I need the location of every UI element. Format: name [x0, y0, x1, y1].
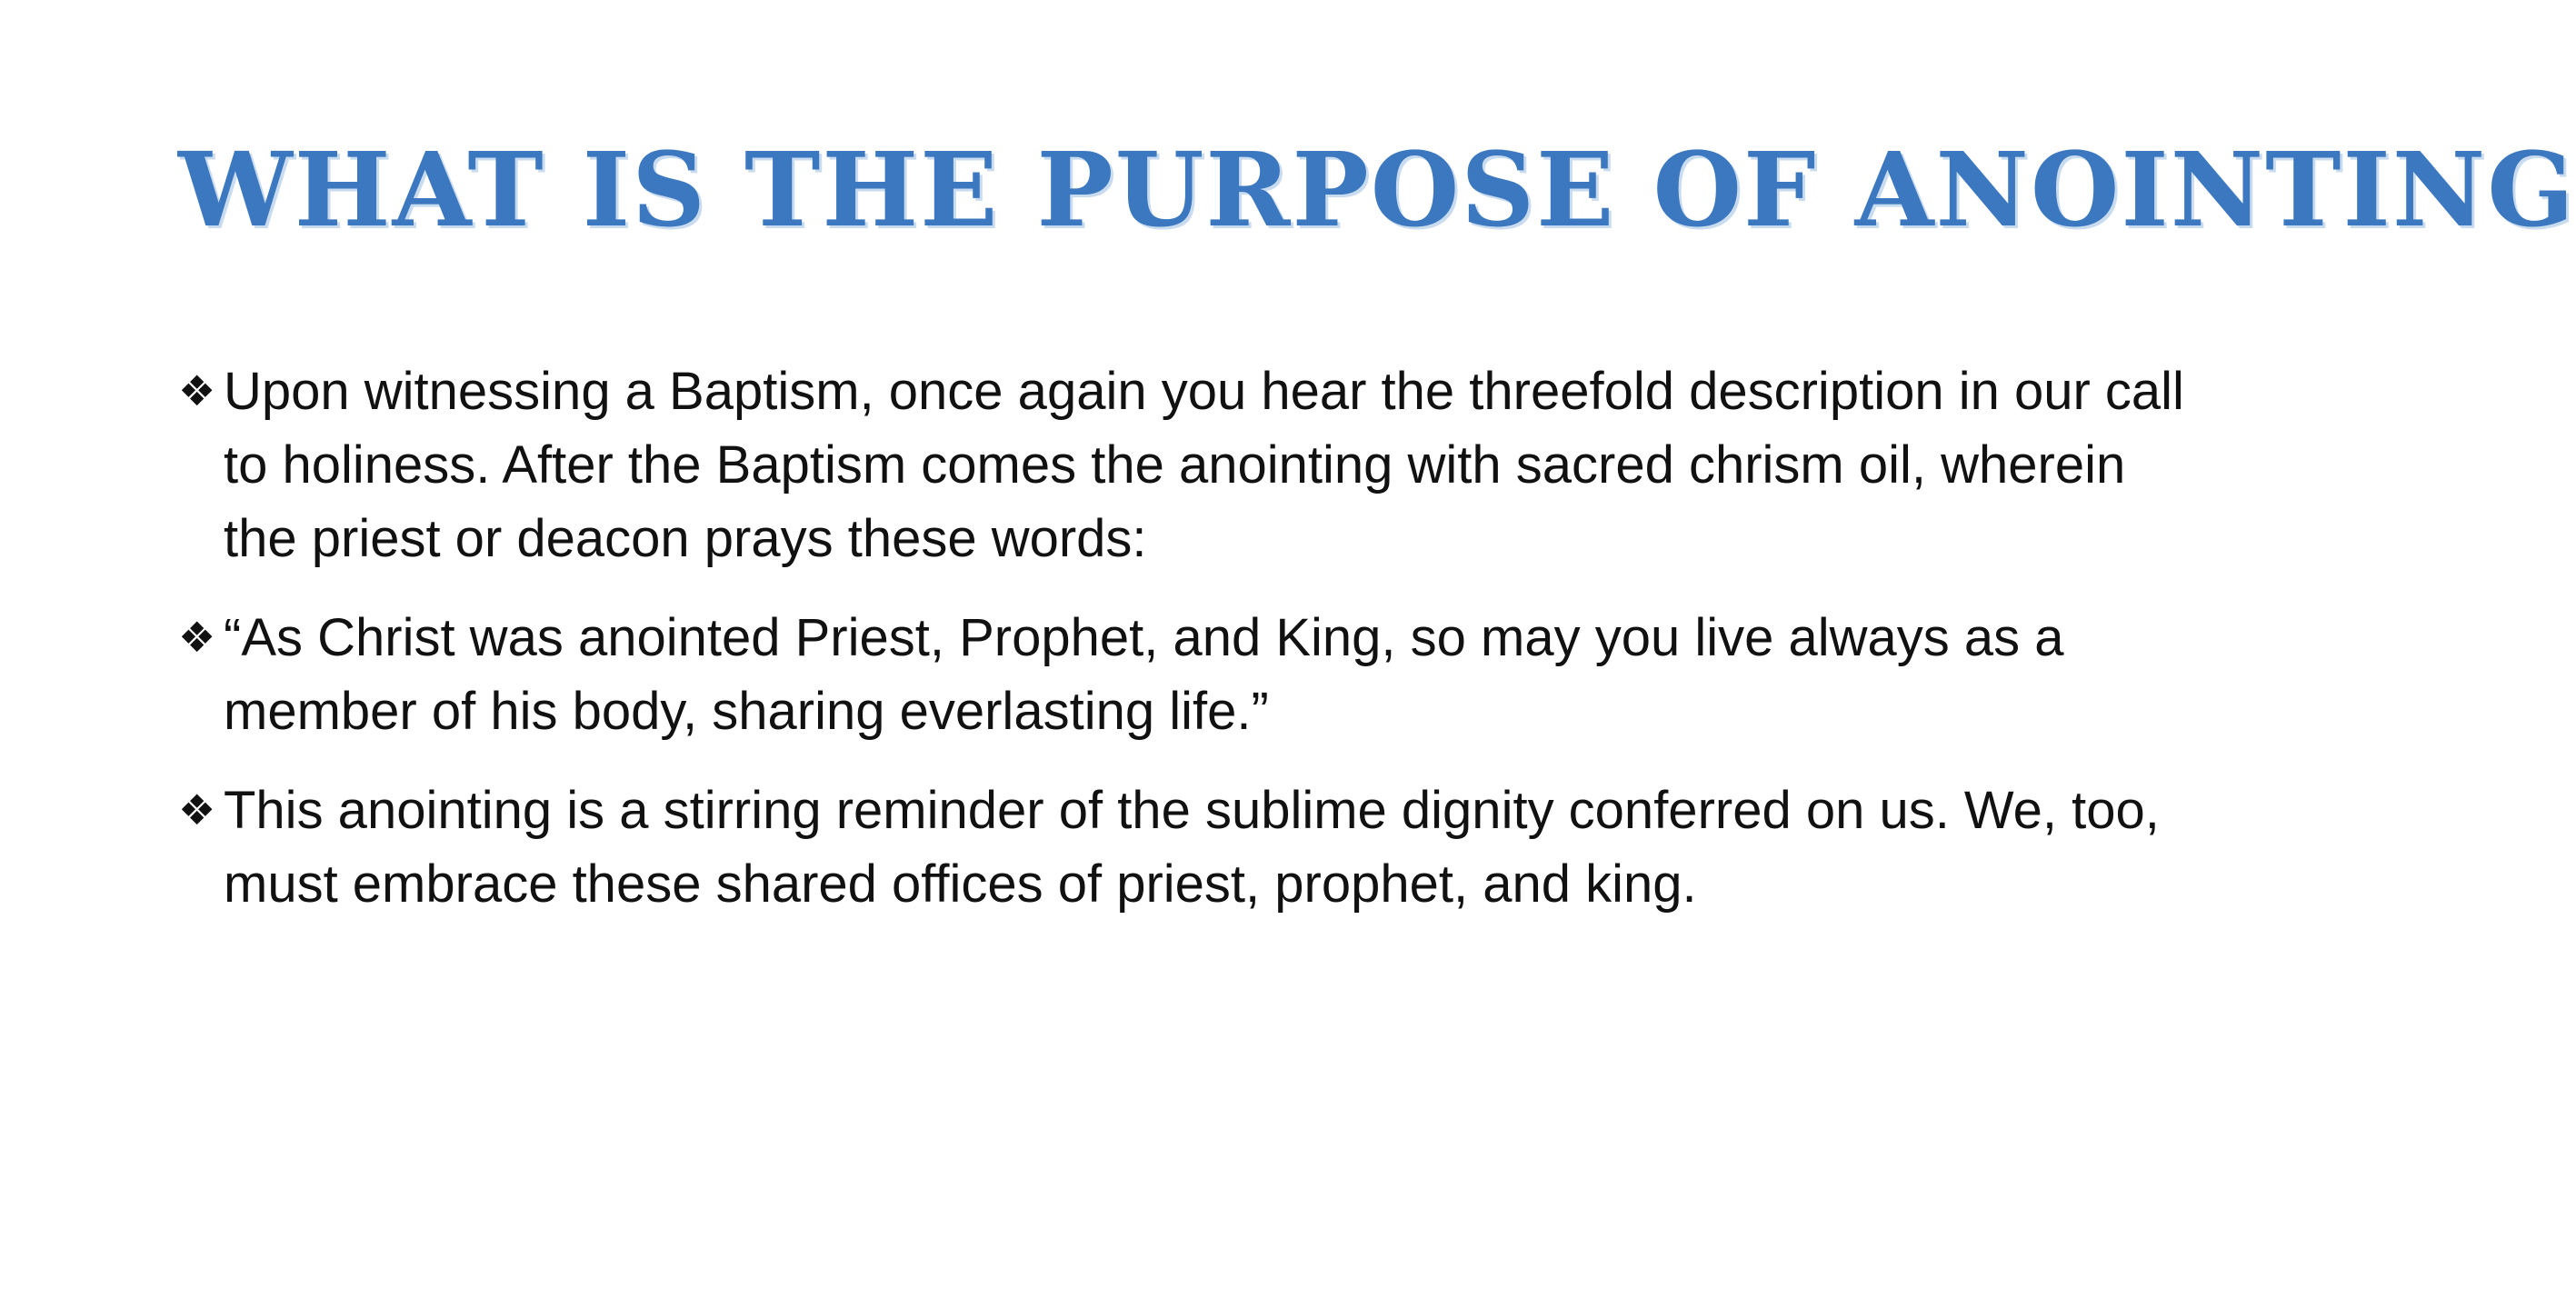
bullet-list — [178, 355, 2205, 946]
bullet-text: “As Christ was anointed Priest, Prophet, and King, so may you live always as a member of his body, sharing everlasting life.” — [224, 608, 2064, 741]
bullet-text: Upon witnessing a Baptism, once again you hear the threefold description in our call to holiness. After the Baptism comes the anointing with sacred chrism oil, wherein the priest or deacon prays these words: — [224, 362, 2184, 568]
bullet-item-1 — [178, 355, 2205, 575]
diamond-bullet-icon: ❖ — [178, 613, 216, 662]
diamond-bullet-icon: ❖ — [178, 785, 216, 834]
diamond-bullet-icon: ❖ — [178, 366, 216, 415]
bullet-item-2 — [178, 601, 2205, 748]
bullet-item-3 — [178, 774, 2205, 921]
slide-title: WHAT IS THE PURPOSE OF ANOINTING — [178, 131, 2576, 250]
bullet-text: This anointing is a stirring reminder of the sublime dignity conferred on us. We, too, must embrace these shared offices of priest, prophet, and king. — [224, 781, 2160, 914]
